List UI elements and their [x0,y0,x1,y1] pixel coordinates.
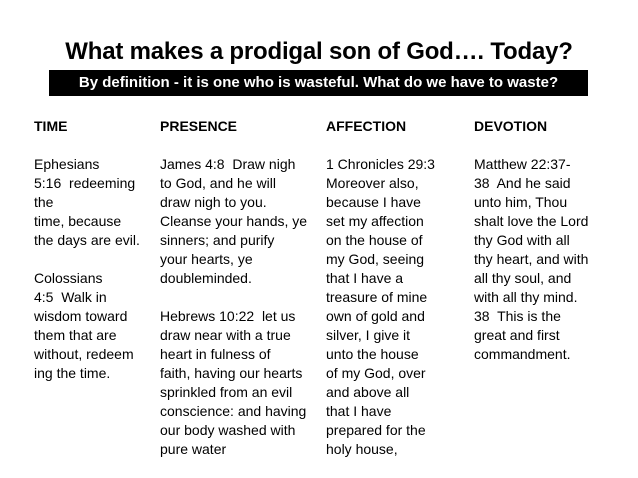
column-text-devotion: Matthew 22:37- 38 And he said unto him, Thou shalt love the Lord thy God with all thy heart, and with all thy soul, and with all thy mind. 38 This is the great and first commandment. [474,156,589,362]
column-affection [326,117,464,459]
column-header-time: TIME [34,118,68,134]
slide-title: What makes a prodigal son of God…. Today? [65,38,573,65]
column-text-presence: James 4:8 Draw nigh to God, and he will draw nigh to you. Cleanse your hands, ye sinners; and purify your hearts, ye doubleminded. Hebrews 10:22 let us draw near with a true heart in fulness of faith, having our hearts sprinkled from an evil conscience: and having our body washed with pure water [160,156,308,457]
column-header-devotion: DEVOTION [474,118,548,134]
column-devotion [474,117,624,364]
column-header-presence: PRESENCE [160,118,238,134]
subtitle-text: By definition - it is one who is wasteful. What do we have to waste? [78,74,559,91]
column-time [34,117,152,383]
subtitle-banner [49,70,588,96]
column-text-time: Ephesians 5:16 redeeming the time, because the days are evil. Colossians 4:5 Walk in wisdom toward them that are without, redeem ing the time. [34,156,140,381]
column-text-affection: 1 Chronicles 29:3 Moreover also, because I have set my affection on the house of my God, seeing that I have a treasure of mine own of gold and silver, I give it unto the house of my God, over and above all that I have prepared for the holy house, [326,156,435,457]
column-header-affection: AFFECTION [326,118,407,134]
column-presence [160,117,318,459]
